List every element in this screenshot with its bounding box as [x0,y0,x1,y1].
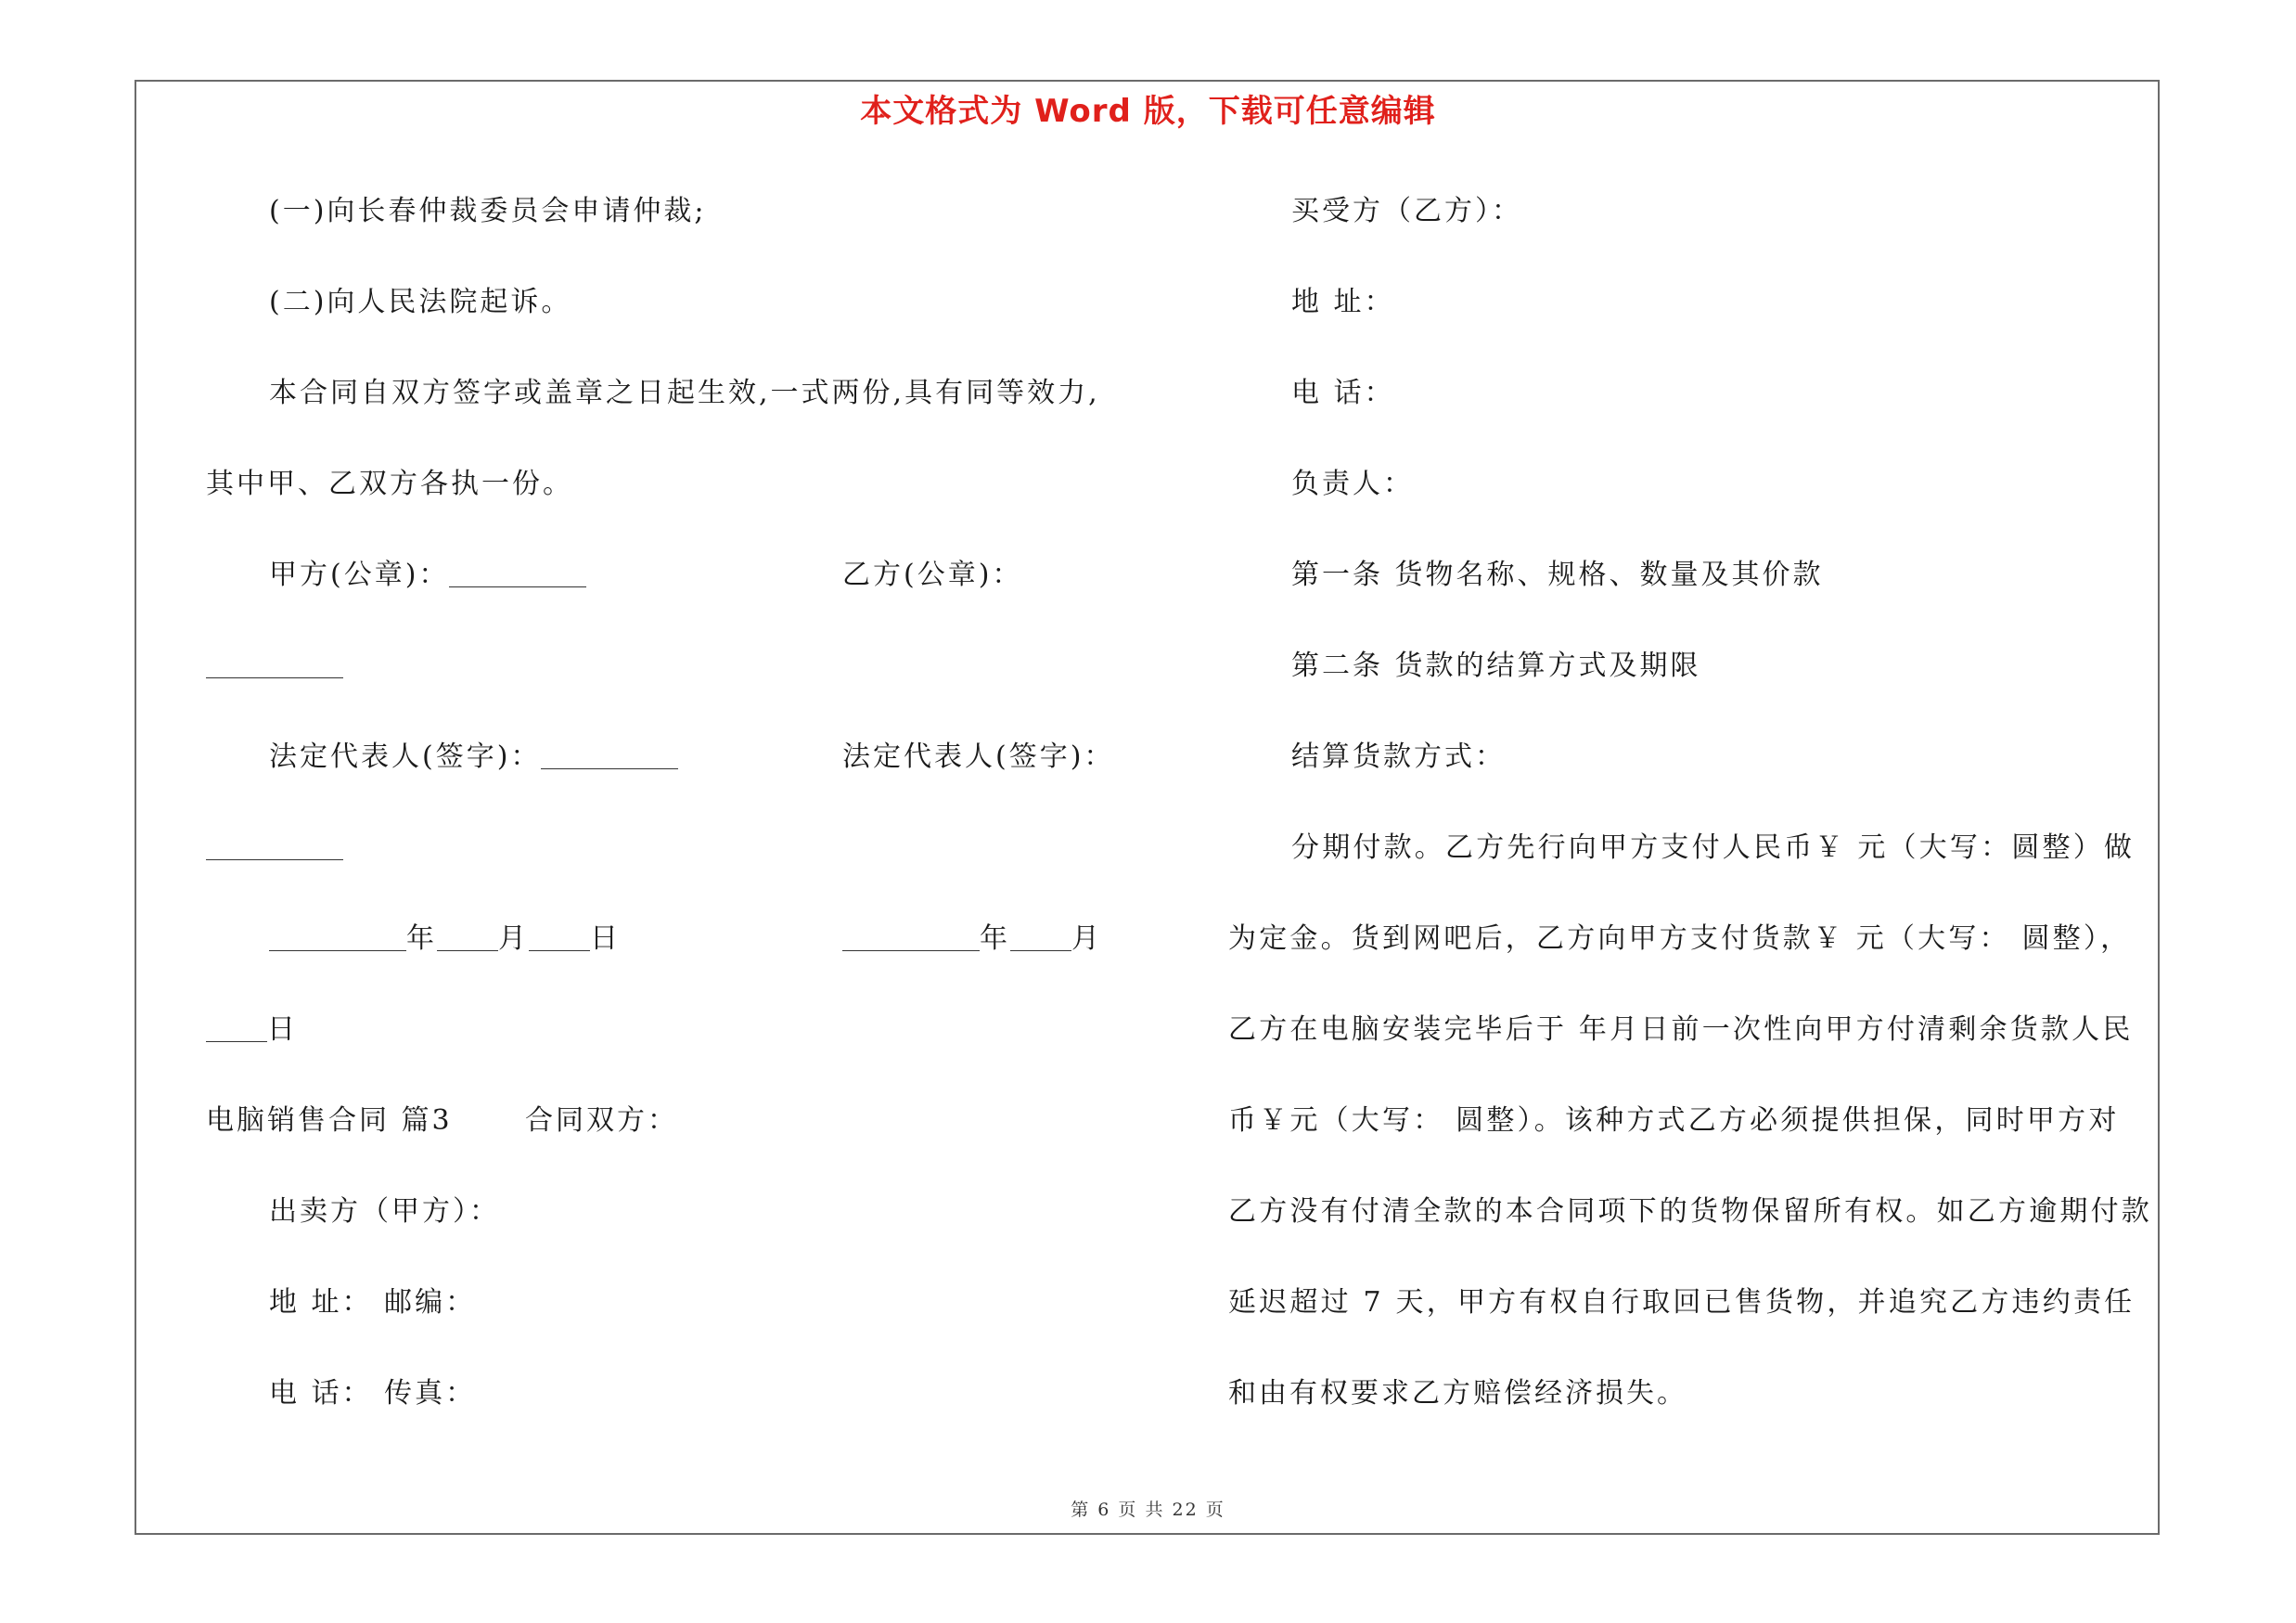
date-a-month-label: 月 [498,922,529,955]
party-a-seal-row [269,557,586,594]
payment-para-line-7: 和由有权要求乙方赔偿经济损失。 [1228,1377,1687,1410]
party-b-seal-blank[interactable] [206,677,343,678]
date-a-year-label: 年 [406,922,437,955]
date-b-month-label: 月 [1071,922,1102,955]
article-2: 第二条 货款的结算方式及期限 [1291,650,1701,682]
date-b-month-blank[interactable] [1010,950,1071,951]
contract-title: 电脑销售合同 篇3 [206,1104,453,1137]
effect-clause-line-1: 本合同自双方签字或盖章之日起生效,一式两份,具有同等效力, [269,377,1100,409]
contract-parties: 合同双方： [525,1104,678,1137]
arbitration-item-1: (一)向长春仲裁委员会申请仲裁; [269,195,707,227]
date-a-day-blank[interactable] [529,950,590,951]
party-a-seal-blank[interactable] [449,586,586,587]
rep-a-blank[interactable] [541,768,678,769]
seller-address: 地 址： 邮编： [269,1286,477,1319]
seller-label: 出卖方（甲方）： [269,1195,500,1228]
party-a-seal-label: 甲方(公章)： [269,559,450,591]
rep-b-label: 法定代表人(签字)： [842,741,1115,773]
effect-clause-line-2: 其中甲、乙双方各执一份。 [206,468,573,500]
party-b-seal-label: 乙方(公章)： [842,559,1023,591]
date-a-day-label: 日 [590,922,621,955]
buyer-address: 地 址： [1291,286,1395,318]
date-a-row [269,921,621,958]
date-a-year-blank[interactable] [269,950,406,951]
rep-a-label: 法定代表人(签字)： [269,741,542,773]
settlement-heading: 结算货款方式： [1291,741,1506,773]
payment-para-line-1: 分期付款。乙方先行向甲方支付人民币￥ 元（大写：圆整）做 [1291,831,2136,864]
date-b-row [842,921,1102,958]
format-banner: 本文格式为 Word 版，下载可任意编辑 [860,93,1436,130]
payment-para-line-2: 为定金。货到网吧后，乙方向甲方支付货款￥ 元（大写： 圆整）， [1228,922,2132,955]
payment-para-line-4: 币￥元（大写： 圆整）。该种方式乙方必须提供担保，同时甲方对 [1228,1104,2120,1137]
buyer-phone: 电 话： [1291,377,1395,409]
rep-b-blank[interactable] [206,859,343,860]
rep-a-row [269,739,678,776]
date-b-year-blank[interactable] [842,950,980,951]
buyer-person: 负责人： [1291,468,1414,500]
payment-para-line-5: 乙方没有付清全款的本合同项下的货物保留所有权。如乙方逾期付款 [1228,1195,2152,1228]
date-a-month-blank[interactable] [437,950,498,951]
article-1: 第一条 货物名称、规格、数量及其价款 [1291,559,1824,591]
page-number: 第 6 页 共 22 页 [1071,1500,1225,1520]
date-b-day-row [206,1011,298,1049]
date-b-day-blank[interactable] [206,1041,267,1042]
seller-phone: 电 话： 传真： [269,1377,477,1410]
date-b-year-label: 年 [980,922,1010,955]
payment-para-line-3: 乙方在电脑安装完毕后于 年月日前一次性向甲方付清剩余货款人民 [1228,1013,2134,1046]
payment-para-line-6: 延迟超过 7 天，甲方有权自行取回已售货物，并追究乙方违约责任 [1228,1286,2136,1319]
arbitration-item-2: (二)向人民法院起诉。 [269,286,572,318]
buyer-label: 买受方（乙方）： [1291,195,1522,227]
date-b-day-label: 日 [267,1013,298,1046]
